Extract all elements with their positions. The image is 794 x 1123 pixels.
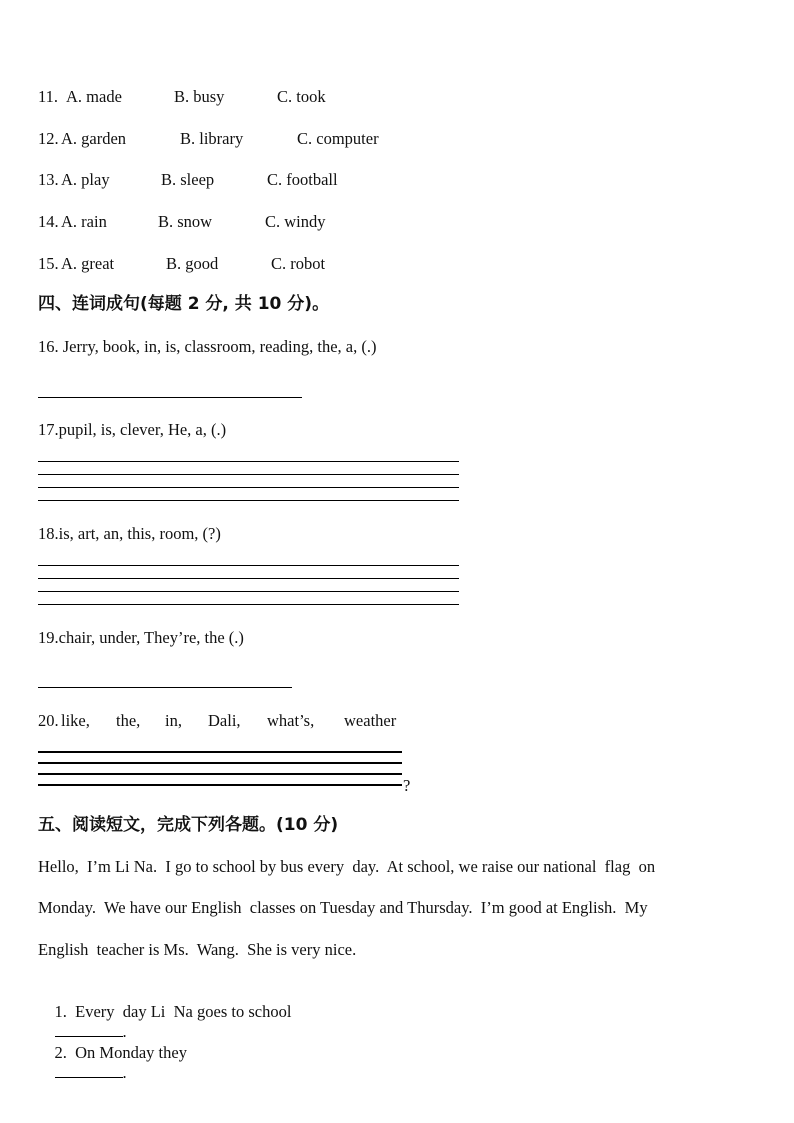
scrambled-word: weather (344, 711, 397, 730)
question-number: 14. (38, 212, 59, 231)
answer-line[interactable] (38, 762, 402, 764)
question-number: 11. (38, 87, 59, 106)
passage-line: Monday. We have our English classes on Tuesday and Thursday. I’m good at English. My (38, 898, 648, 917)
scrambled-word: Dali, (208, 711, 241, 730)
option-a: A. made (66, 87, 122, 106)
reading-question-2 (38, 1023, 187, 1103)
option-c: C. computer (297, 129, 379, 148)
answer-line-19[interactable] (38, 687, 292, 688)
answer-line[interactable] (38, 578, 459, 579)
answer-line[interactable] (38, 591, 459, 592)
section-5-heading: 五、阅读短文，完成下列各题。(10 分) (38, 815, 339, 835)
question-text: 2. On Monday they (54, 1043, 187, 1062)
question-18: 18.is, art, an, this, room, (?) (38, 524, 221, 543)
option-c: C. robot (271, 254, 326, 273)
question-end: . (122, 1063, 127, 1082)
answer-line-16[interactable] (38, 397, 302, 398)
scrambled-word: like, (61, 711, 90, 730)
scrambled-word: the, (116, 711, 141, 730)
answer-line[interactable] (38, 604, 459, 605)
end-question-mark: ? (403, 776, 411, 795)
answer-line[interactable] (38, 751, 402, 753)
answer-line[interactable] (38, 487, 459, 488)
option-a: A. play (61, 170, 110, 189)
option-a: A. great (61, 254, 115, 273)
option-c: C. took (277, 87, 326, 106)
answer-line[interactable] (38, 773, 402, 775)
scrambled-word: in, (165, 711, 182, 730)
question-16: 16. Jerry, book, in, is, classroom, reading, the, a, (.) (38, 337, 377, 356)
scrambled-word: what’s, (267, 711, 315, 730)
question-text: 1. Every day Li Na goes to school (54, 1002, 292, 1021)
option-c: C. windy (265, 212, 326, 231)
option-b: B. busy (174, 87, 225, 106)
question-number: 15. (38, 254, 59, 273)
answer-blank[interactable] (55, 1063, 123, 1078)
question-end: . (122, 1022, 127, 1041)
option-a: A. garden (61, 129, 127, 148)
question-number: 20. (38, 711, 59, 730)
question-17: 17.pupil, is, clever, He, a, (.) (38, 420, 227, 439)
option-a: A. rain (61, 212, 107, 231)
answer-line[interactable] (38, 784, 402, 786)
option-b: B. snow (158, 212, 213, 231)
option-b: B. library (180, 129, 244, 148)
question-number: 12. (38, 129, 59, 148)
option-c: C. football (267, 170, 338, 189)
answer-line[interactable] (38, 474, 459, 475)
question-19: 19.chair, under, They’re, the (.) (38, 628, 244, 647)
section-4-heading: 四、连词成句(每题 2 分, 共 10 分)。 (38, 294, 330, 314)
answer-line[interactable] (38, 461, 459, 462)
option-b: B. good (166, 254, 219, 273)
answer-line[interactable] (38, 500, 459, 501)
option-b: B. sleep (161, 170, 215, 189)
question-number: 13. (38, 170, 59, 189)
passage-line: English teacher is Ms. Wang. She is very nice. (38, 940, 357, 959)
passage-line: Hello, I’m Li Na. I go to school by bus every day. At school, we raise our national flag on (38, 857, 656, 876)
answer-line[interactable] (38, 565, 459, 566)
